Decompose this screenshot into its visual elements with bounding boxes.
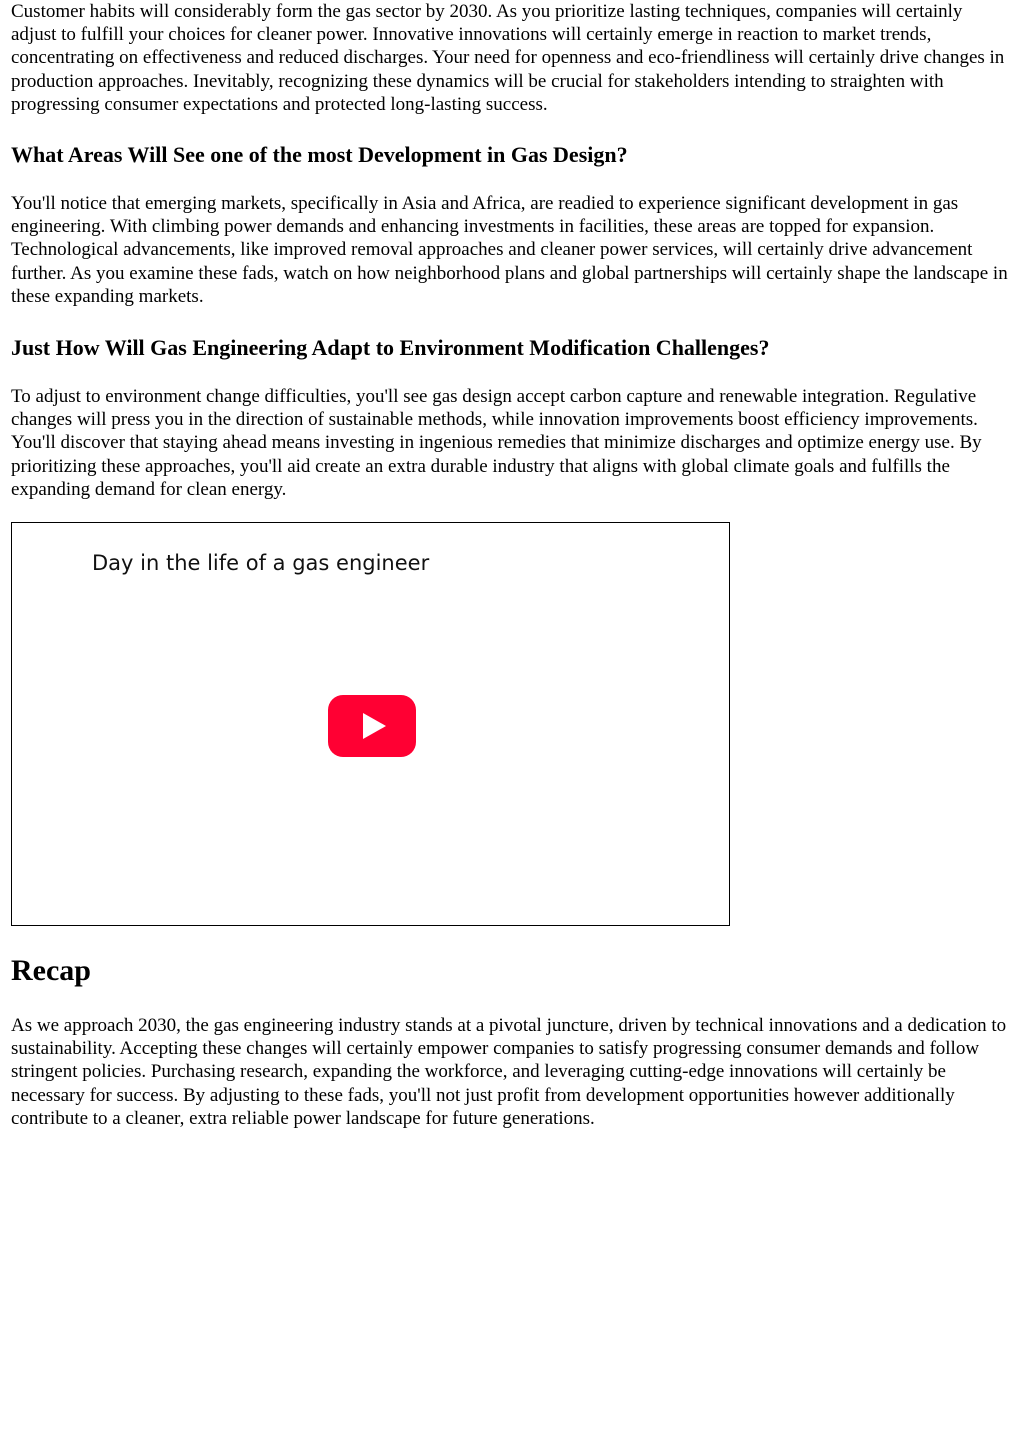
recap-heading: Recap: [11, 954, 91, 987]
section-heading-climate-challenges: Just How Will Gas Engineering Adapt to Environment Modification Challenges?: [11, 335, 770, 360]
intro-paragraph: Customer habits will considerably form the gas sector by 2030. As you prioritize lasting techniques, companies will certainly adjust to fulfill your choices for cleaner power. Innovative innovations will certainly emerge in reaction to market trends, concentrating on effectiveness and reduced discharges. Your need for openness and eco-friendliness will certainly drive changes in production approaches. Inevitably, recognizing these dynamics will be crucial for stakeholders intending to straighten with progressing consumer expectations and protected long-lasting success.: [11, 1, 1005, 115]
video-embed[interactable]: [11, 522, 730, 926]
section-heading-development-areas: What Areas Will See one of the most Development in Gas Design?: [11, 142, 628, 167]
play-button[interactable]: [328, 695, 416, 757]
recap-paragraph: As we approach 2030, the gas engineering industry stands at a pivotal juncture, driven by technical innovations and a dedication to sustainability. Accepting these changes will certainly empower companies to satisfy progressing consumer demands and follow stringent policies. Purchasing research, expanding the workforce, and leveraging cutting-edge innovations will certainly be necessary for success. By adjusting to these fads, you'll not just profit from development opportunities however additionally contribute to a cleaner, extra reliable power landscape for future generations.: [11, 1015, 1007, 1129]
section-body-climate-challenges: To adjust to environment change difficulties, you'll see gas design accept carbon capture and renewable integration. Regulative changes will press you in the direction of sustainable methods, while innovation improvements boost efficiency improvements. You'll discover that staying ahead means investing in ingenious remedies that minimize discharges and optimize energy use. By prioritizing these approaches, you'll aid create an extra durable industry that aligns with global climate goals and fulfills the expanding demand for clean energy.: [11, 386, 982, 500]
video-title[interactable]: Day in the life of a gas engineer: [92, 551, 430, 575]
section-body-development-areas: You'll notice that emerging markets, specifically in Asia and Africa, are readied to experience significant development in gas engineering. With climbing power demands and enhancing investments in facilities, these areas are topped for expansion. Technological advancements, like improved removal approaches and cleaner power services, will certainly drive advancement further. As you examine these fads, watch on how neighborhood plans and global partnerships will certainly shape the landscape in these expanding markets.: [11, 193, 1008, 307]
play-icon: [363, 713, 386, 739]
